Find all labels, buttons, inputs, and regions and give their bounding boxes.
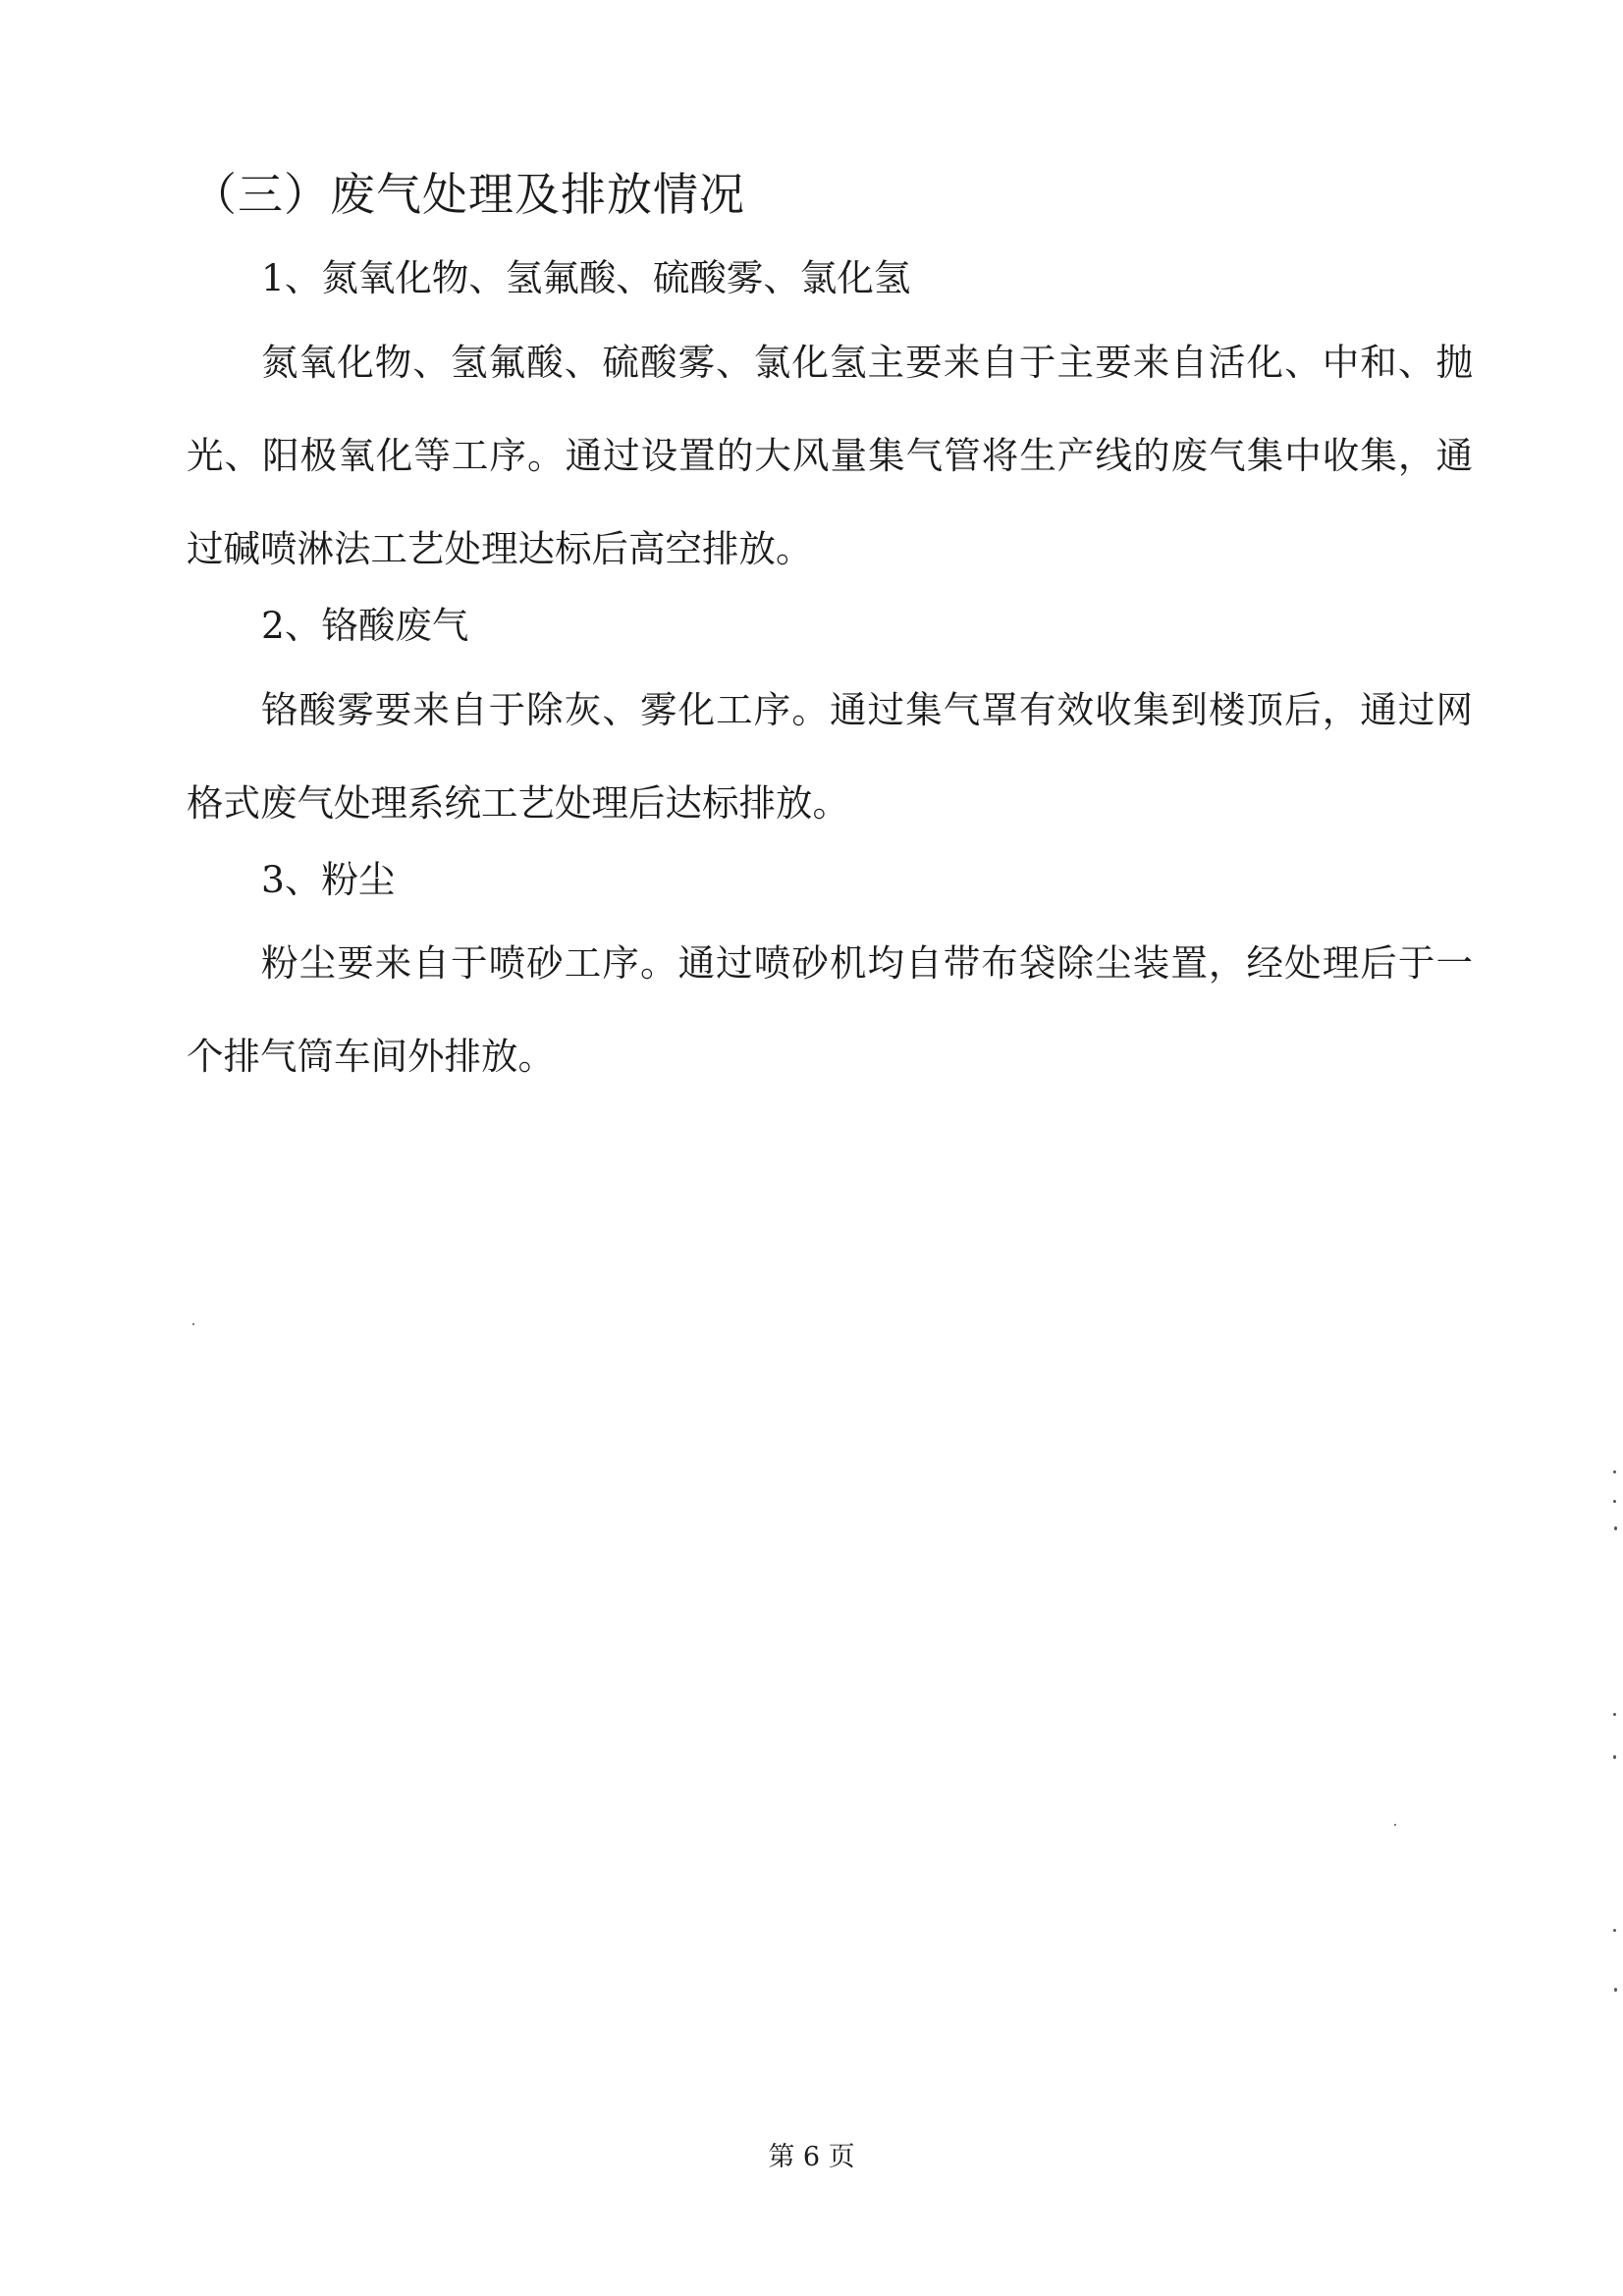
item-heading-1: 1、氮氧化物、氢氟酸、硫酸雾、氯化氢 (261, 256, 911, 299)
scan-speck (1614, 1988, 1617, 1992)
scan-speck (1394, 1824, 1396, 1826)
item-body-3: 粉尘要来自于喷砂工序。通过喷砂机均自带布袋除尘装置，经处理后于一个排气筒车间外排放。 (187, 941, 1473, 1078)
scan-speck (1613, 1929, 1616, 1932)
scan-speck (1614, 1526, 1617, 1530)
item-body-2: 铬酸雾要来自于除灰、雾化工序。通过集气罩有效收集到楼顶后，通过网格式废气处理系统工艺处理后达标排放。 (187, 688, 1473, 825)
scan-speck (1613, 1755, 1616, 1759)
page-number: 第 6 页 (768, 2142, 855, 2172)
scan-speck (1613, 1470, 1616, 1473)
item-heading-2: 2、铬酸废气 (261, 604, 469, 647)
item-body-1: 氮氧化物、氢氟酸、硫酸雾、氯化氢主要来自于主要来自活化、中和、抛光、阳极氧化等工序。通过设置的大风量集气管将生产线的废气集中收集，通过碱喷淋法工艺处理达标后高空排放。 (187, 341, 1473, 570)
scan-speck (1613, 1713, 1616, 1716)
scan-speck (1613, 1500, 1616, 1503)
item-heading-3: 3、粉尘 (261, 858, 396, 901)
scan-speck (192, 1323, 194, 1325)
section-title: （三）废气处理及排放情况 (191, 168, 745, 221)
